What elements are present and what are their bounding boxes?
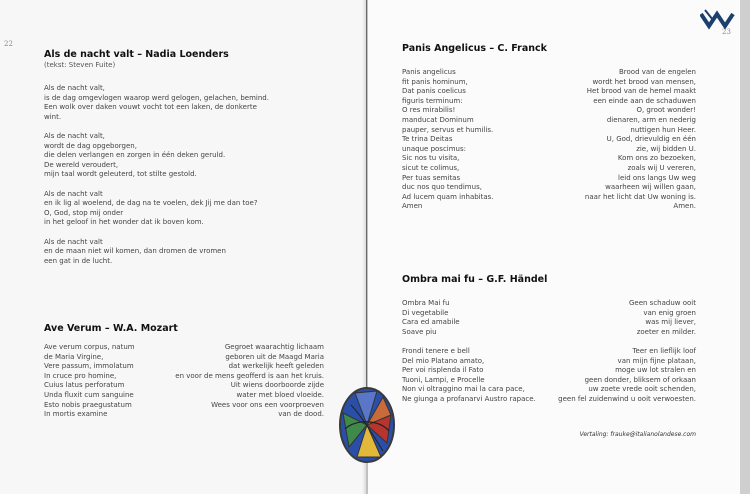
lyric-line: Amen. (673, 202, 696, 211)
lyric-line: Teer en lieflijk loof (632, 346, 696, 355)
lyric-line: en ik lig al woelend, de dag na te voelen, dek Jij me dan toe? (44, 199, 258, 208)
lyric-line: manducat Dominum (402, 115, 474, 124)
lyric-line: Geen schaduw ooit (628, 299, 696, 307)
lyric-line: Het brood van de hemel maakt (586, 87, 696, 96)
lyric-line: een einde aan de schaduwen (593, 96, 696, 105)
lyric-line: in het geloof in het wonder dat ik boven kom. (44, 218, 204, 227)
lyric-line: van de dood. (278, 410, 324, 419)
lyric-line: Gegroet waarachtig lichaam (224, 343, 324, 351)
lyric-line (402, 337, 536, 347)
lyric-line: Ombra Mai fu (402, 299, 450, 307)
lyric-line: zie, wij bidden U. (636, 144, 696, 153)
lyric-line: Non vi oltraggino mai la cara pace, (402, 385, 525, 394)
lyric-line: Frondi tenere e bell (402, 346, 470, 355)
song-lyrics-als-de-nacht-valt (44, 84, 269, 266)
lyric-line: Kom ons zo bezoeken, (617, 154, 696, 163)
lyric-line: nuttigen hun Heer. (630, 125, 696, 134)
lyric-line: Del mio Platano amato, (402, 356, 485, 365)
lyric-line: uw zoete vrede ooit schenden, (588, 385, 696, 394)
lyric-line: zoals wij U vereren, (627, 163, 696, 172)
page-number-left: 22 (4, 40, 13, 48)
dutch-lyrics-ombra-mai-fu (558, 299, 696, 405)
song-title-als-de-nacht-valt: Als de nacht valt – Nadia Loenders (44, 49, 229, 60)
dutch-lyrics-panis-angelicus (585, 68, 696, 212)
lyric-line: Als de nacht valt, (44, 84, 105, 92)
lyric-line (558, 337, 696, 347)
lyric-line: duc nos quo tendimus, (402, 183, 482, 192)
lyric-line: fit panis hominum, (402, 77, 468, 86)
dutch-lyrics-ave-verum (175, 343, 324, 420)
lyric-line: die delen verlangen en zorgen in één deken geruld. (44, 151, 226, 160)
lyric-line: Als de nacht valt, (44, 131, 105, 140)
lyric-line: dienaren, arm en nederig (606, 115, 696, 124)
lyric-line: Cuius latus perforatum (44, 381, 125, 390)
lyric-line: Ave verum corpus, natum (44, 343, 135, 351)
lyric-line: leid ons langs Uw weg (618, 173, 696, 182)
lyric-line: In mortis examine (44, 410, 108, 419)
lyric-line: Amen (402, 202, 423, 211)
lyric-line: een gat in de lucht. (44, 256, 113, 265)
lyric-line: Tuoni, Lampi, e Procelle (402, 375, 485, 384)
lyric-line: van enig groen (643, 308, 696, 317)
lyric-line: Brood van de engelen (618, 68, 696, 76)
lyric-line: Als de nacht valt (44, 189, 103, 198)
lyric-line: O, groot wonder! (636, 106, 696, 115)
latin-lyrics-panis-angelicus (402, 68, 494, 212)
lyric-line: Ne giunga a profanarvi Austro rapace. (402, 394, 536, 403)
lyric-line: Een wolk over daken vouwt vocht tot een laken, de donkerte (44, 103, 257, 112)
lyric-line: was mij liever, (645, 318, 696, 327)
lyric-line: unaque poscimus: (402, 144, 467, 153)
lyric-line: De wereld veroudert, (44, 160, 119, 169)
lyric-line: zoeter en milder. (636, 327, 696, 336)
lyric-line: In cruce pro homine, (44, 371, 117, 380)
lyric-line: Als de nacht valt (44, 237, 103, 246)
lyric-line: is de dag omgevlogen waarop werd gelogen, gelachen, bemind. (44, 93, 269, 102)
lyric-line: Per voi risplenda il Fato (402, 366, 484, 375)
lyric-line: Unda fluxit cum sanguine (44, 390, 134, 399)
lyric-line: water met bloed vloeide. (236, 390, 324, 399)
lyric-line: pauper, servus et humilis. (402, 125, 494, 134)
lyric-line: waarheen wij willen gaan, (605, 183, 696, 192)
lyric-line: dat werkelijk heeft geleden (228, 362, 324, 371)
lyric-line: Cara ed amabile (402, 318, 460, 327)
lyric-line: Esto nobis praegustatum (44, 400, 132, 409)
ornament-string (366, 0, 367, 388)
lyric-line: O res mirabilis! (402, 106, 456, 115)
lyric-line: O, God, stop mij onder (44, 208, 124, 217)
lyric-line: Sic nos tu visita, (402, 154, 460, 163)
lyric-line: wint. (44, 112, 62, 121)
lyric-line: Wees voor ons een voorproeven (211, 400, 324, 409)
lyric-line: Te trina Deitas (402, 135, 453, 144)
latin-lyrics-ave-verum (44, 343, 135, 420)
lyric-line (44, 180, 269, 190)
publisher-logo-icon (700, 6, 738, 32)
song-title-panis-angelicus: Panis Angelicus – C. Franck (402, 43, 547, 54)
song-title-ave-verum: Ave Verum – W.A. Mozart (44, 323, 178, 334)
lyric-line: figuris terminum: (402, 96, 463, 105)
lyric-line: Uit wiens doorboorde zijde (230, 381, 324, 390)
song-subtitle: (tekst: Steven Fuite) (44, 61, 116, 69)
lyric-line: Soave piu (402, 327, 437, 336)
lyric-line: wordt de dag opgeborgen, (44, 141, 137, 150)
latin-lyrics-ombra-mai-fu (402, 299, 536, 405)
lyric-line (44, 122, 269, 132)
lyric-line: moge uw lot stralen en (615, 366, 696, 375)
left-page (0, 0, 366, 494)
stained-glass-ornament-icon (337, 385, 397, 465)
lyric-line: mijn taal wordt geleuterd, tot stilte gestold. (44, 170, 197, 179)
lyric-line: wordt het brood van mensen, (592, 77, 696, 86)
lyric-line: geen donder, bliksem of orkaan (584, 375, 696, 384)
lyric-line: geboren uit de Maagd Maria (225, 352, 324, 361)
lyric-line: U, God, drievuldig en één (606, 135, 696, 144)
lyric-line: Dat panis coelicus (402, 87, 466, 96)
page-number-right: 23 (722, 28, 731, 36)
lyric-line: en de maan niet wil komen, dan dromen de vromen (44, 247, 226, 256)
translation-credit: Vertaling: frauke@italianolandese.com (579, 431, 696, 438)
lyric-line: naar het licht dat Uw woning is. (584, 192, 696, 201)
lyric-line: Di vegetabile (402, 308, 449, 317)
lyric-line: geen fel zuidenwind u ooit verwoesten. (558, 394, 696, 403)
lyric-line: Ad lucem quam inhabitas. (402, 192, 494, 201)
lyric-line: van mijn fijne plataan, (617, 356, 696, 365)
right-page (368, 0, 740, 494)
lyric-line: Vere passum, immolatum (44, 362, 134, 371)
lyric-line: de Maria Virgine, (44, 352, 104, 361)
lyric-line: sicut te colimus, (402, 163, 460, 172)
lyric-line (44, 228, 269, 238)
lyric-line: en voor de mens geofferd is aan het kruis. (175, 371, 324, 380)
lyric-line: Per tuas semitas (402, 173, 461, 182)
song-title-ombra-mai-fu: Ombra mai fu – G.F. Händel (402, 274, 548, 285)
lyric-line: Panis angelicus (402, 68, 456, 76)
page-edge (740, 0, 750, 494)
